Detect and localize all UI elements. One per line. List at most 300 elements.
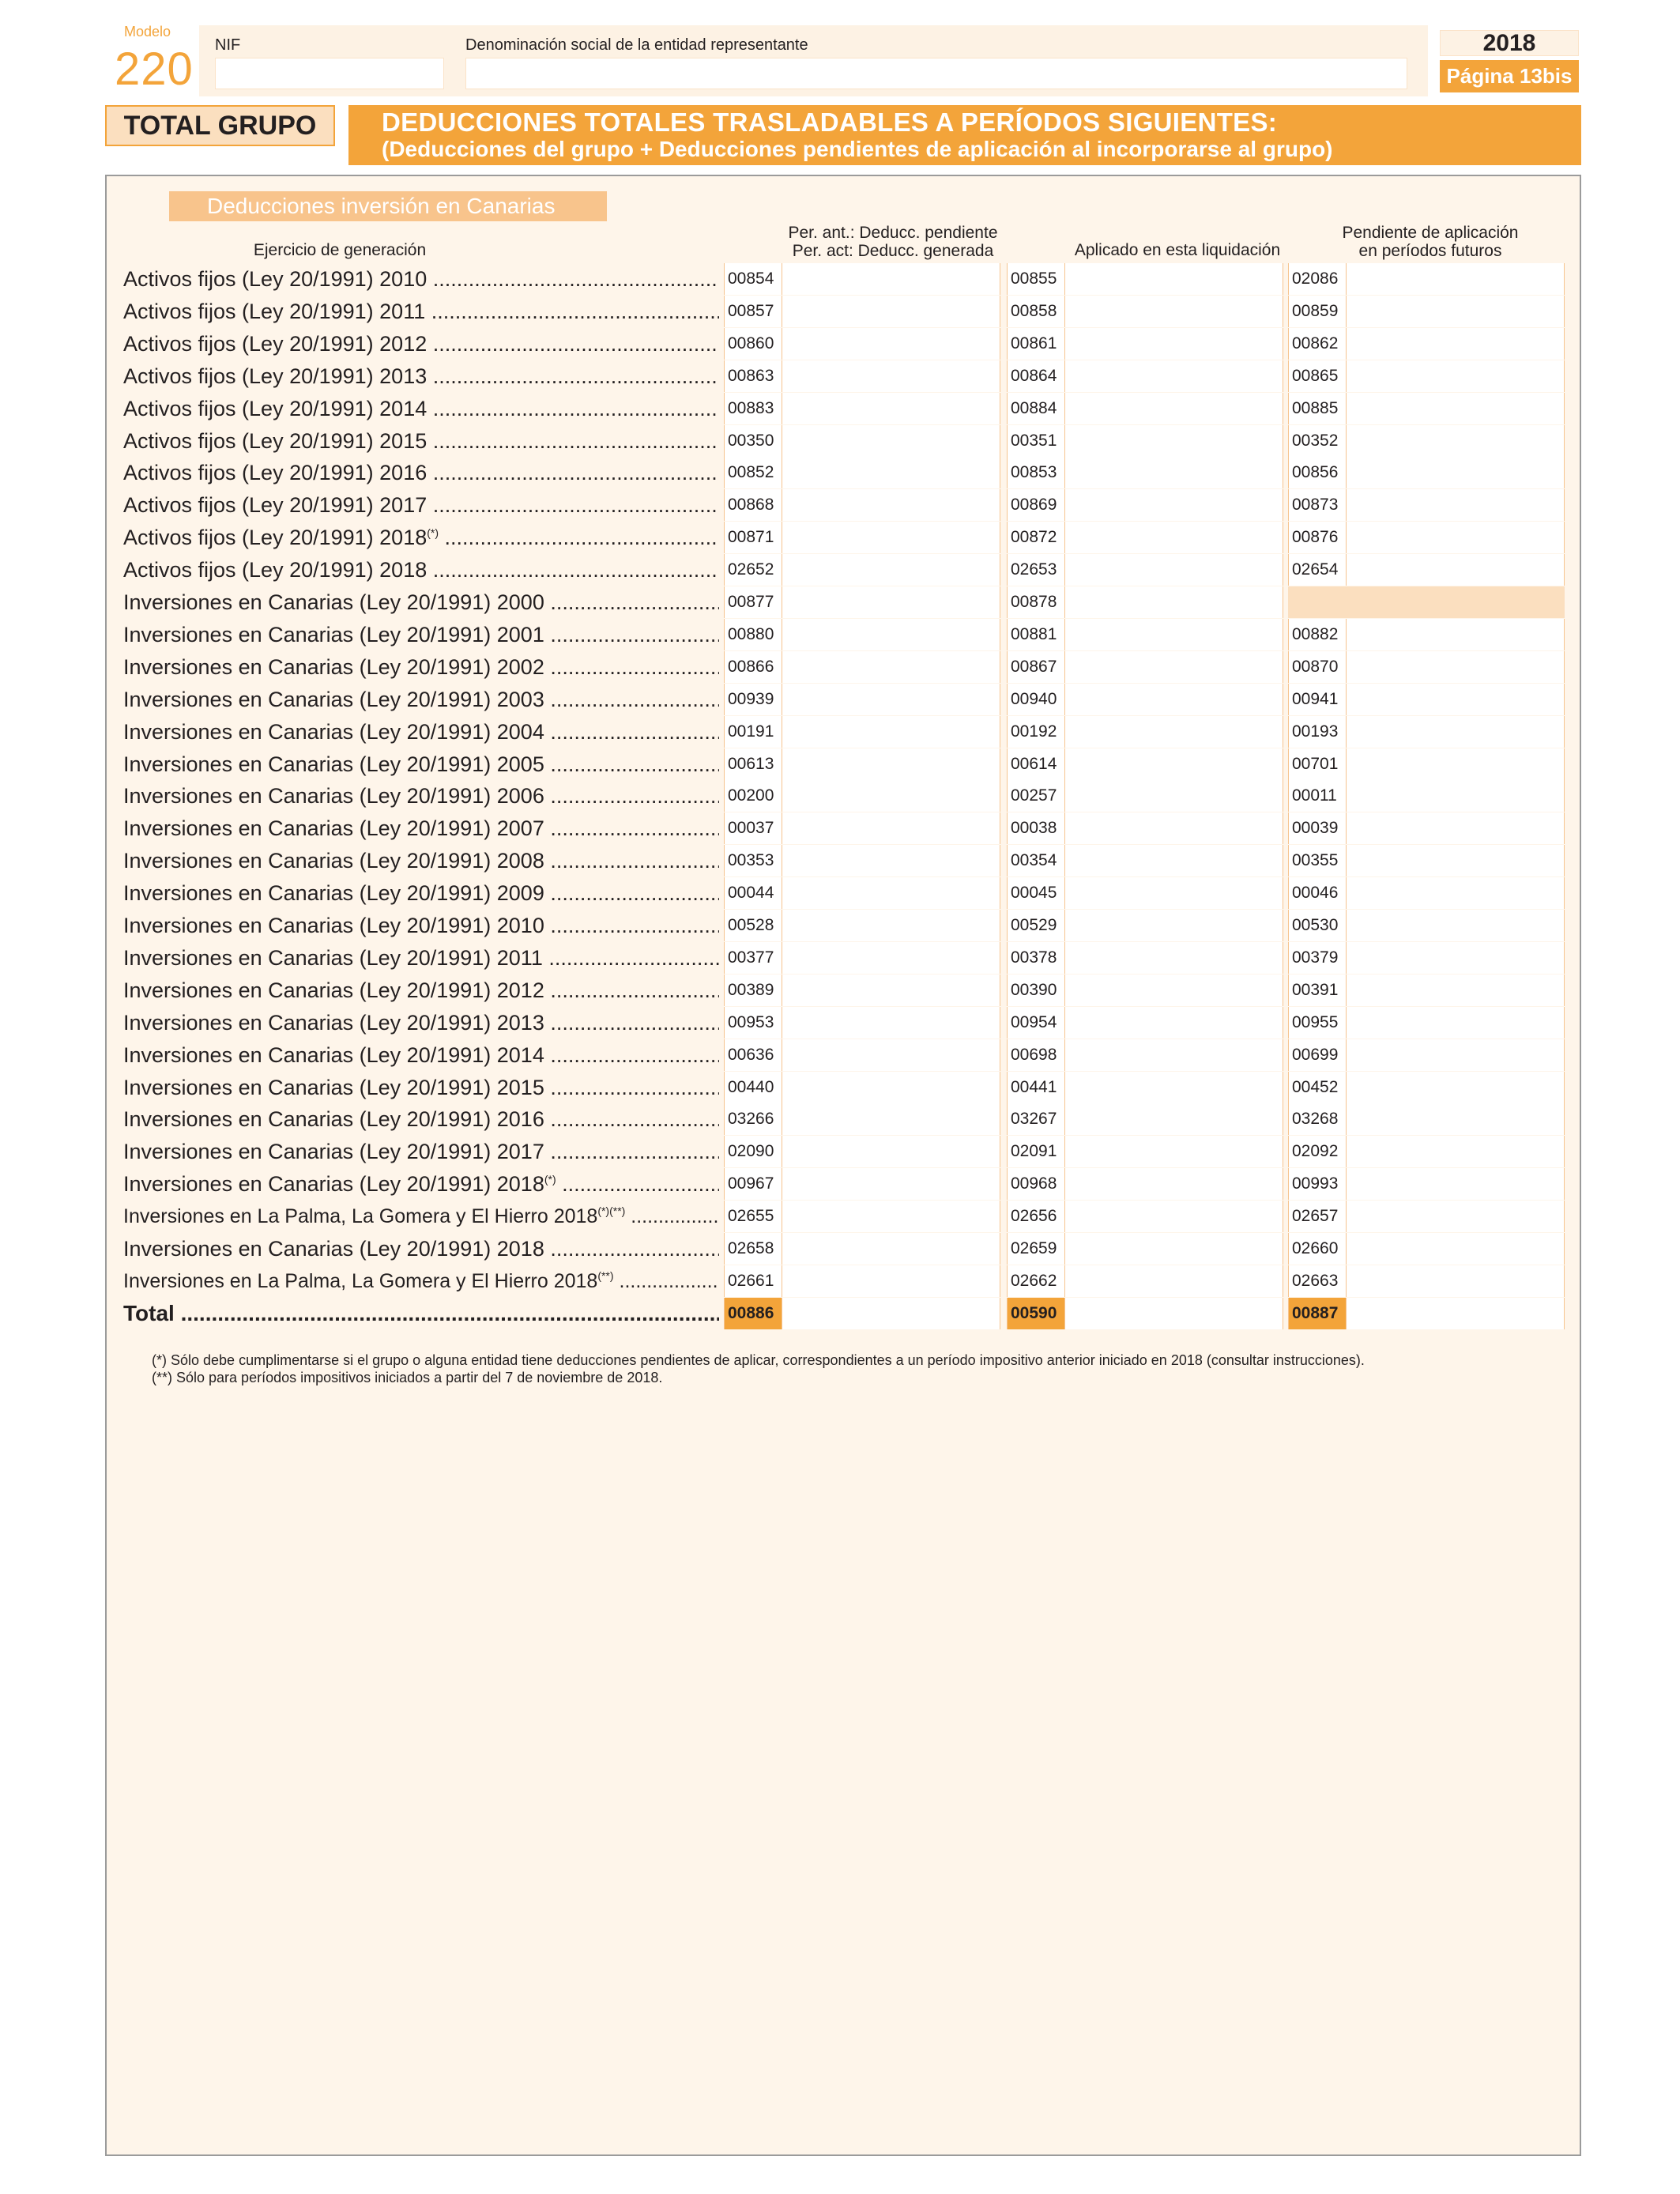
amount-input[interactable] (1347, 1168, 1565, 1200)
box-code: 00038 (1007, 812, 1065, 844)
cell-col2[interactable] (1007, 1201, 1283, 1232)
cell-col1[interactable] (724, 619, 1000, 650)
row-label-text: Inversiones en Canarias (Ley 20/1991) 2002 (123, 655, 544, 679)
amount-input[interactable] (782, 263, 1000, 295)
cell-col3[interactable] (1288, 263, 1565, 295)
box-code: 02663 (1288, 1265, 1347, 1297)
amount-input[interactable] (782, 1298, 1000, 1329)
box-code: 00868 (724, 489, 782, 521)
amount-input[interactable] (1347, 1072, 1565, 1103)
row-label (123, 1103, 719, 1135)
row-label-text: Inversiones en Canarias (Ley 20/1991) 2003 (123, 688, 544, 711)
cell-col2[interactable] (1007, 780, 1283, 812)
box-code: 00352 (1288, 425, 1347, 457)
row-label (123, 1265, 719, 1297)
cell-col3[interactable] (1288, 393, 1565, 424)
cell-col1[interactable] (724, 877, 1000, 909)
row-label (123, 263, 719, 295)
amount-input[interactable] (1347, 651, 1565, 683)
nif-field[interactable] (215, 58, 444, 89)
row-label (123, 942, 719, 974)
cell-col1[interactable] (724, 263, 1000, 295)
box-code: 00011 (1288, 780, 1347, 812)
cell-col3[interactable] (1288, 1007, 1565, 1039)
amount-input[interactable] (782, 1103, 1000, 1135)
cell-col3[interactable] (1288, 1168, 1565, 1200)
amount-input[interactable] (782, 1007, 1000, 1039)
cell-col1[interactable] (724, 328, 1000, 360)
cell-col1[interactable] (724, 425, 1000, 457)
amount-input[interactable] (1347, 328, 1565, 360)
amount-input[interactable] (1347, 780, 1565, 812)
box-code: 00885 (1288, 393, 1347, 424)
cell-col1[interactable] (724, 457, 1000, 488)
amount-input[interactable] (782, 845, 1000, 876)
cell-col2[interactable] (1007, 684, 1283, 715)
amount-input[interactable] (1065, 877, 1283, 909)
cell-col2[interactable] (1007, 942, 1283, 974)
section-title-banner (348, 105, 1581, 165)
amount-input[interactable] (1065, 748, 1283, 780)
cell-col2[interactable] (1007, 360, 1283, 392)
cell-col2[interactable] (1007, 845, 1283, 876)
amount-input[interactable] (1065, 586, 1283, 618)
amount-input[interactable] (782, 780, 1000, 812)
amount-input[interactable] (782, 296, 1000, 327)
cell-col1[interactable] (724, 780, 1000, 812)
row-label (123, 1201, 719, 1232)
amount-input[interactable] (1065, 1298, 1283, 1329)
box-code: 00869 (1007, 489, 1065, 521)
amount-input[interactable] (1065, 1201, 1283, 1232)
amount-input[interactable] (1347, 1007, 1565, 1039)
row-label-text: Activos fijos (Ley 20/1991) 2016 (123, 461, 428, 484)
box-code: 00200 (724, 780, 782, 812)
total-label (123, 1298, 719, 1329)
cell-col2[interactable] (1007, 489, 1283, 521)
box-code: 00590 (1007, 1298, 1065, 1329)
cell-col1[interactable] (724, 1233, 1000, 1265)
amount-input[interactable] (782, 1201, 1000, 1232)
amount-input[interactable] (1347, 1233, 1565, 1265)
table-row (119, 296, 1565, 327)
row-footnote-ref: (*)(**) (597, 1204, 626, 1217)
box-code: 02653 (1007, 554, 1065, 586)
row-label (123, 684, 719, 715)
cell-col1[interactable] (724, 1039, 1000, 1071)
cell-col1[interactable] (724, 748, 1000, 780)
amount-input[interactable] (782, 554, 1000, 586)
cell-col1[interactable] (724, 974, 1000, 1006)
amount-input[interactable] (782, 1233, 1000, 1265)
box-code: 00860 (724, 328, 782, 360)
cell-col3 (1288, 586, 1565, 618)
cell-col3[interactable] (1288, 1039, 1565, 1071)
amount-input[interactable] (782, 425, 1000, 457)
amount-input[interactable] (1065, 296, 1283, 327)
cell-col3[interactable] (1288, 942, 1565, 974)
cell-col3[interactable] (1288, 360, 1565, 392)
amount-input[interactable] (1065, 780, 1283, 812)
amount-input[interactable] (782, 457, 1000, 488)
cell-col1[interactable] (724, 942, 1000, 974)
amount-input[interactable] (1065, 1039, 1283, 1071)
amount-input[interactable] (1347, 1136, 1565, 1167)
amount-input[interactable] (1065, 489, 1283, 521)
box-code: 00391 (1288, 974, 1347, 1006)
row-label-text: Inversiones en Canarias (Ley 20/1991) 2006 (123, 784, 544, 808)
cell-col1[interactable] (724, 910, 1000, 941)
cell-col2[interactable] (1007, 716, 1283, 748)
amount-input[interactable] (1347, 1265, 1565, 1297)
box-code: 00954 (1007, 1007, 1065, 1039)
table-row (119, 554, 1565, 586)
cell-col1[interactable] (724, 684, 1000, 715)
amount-input[interactable] (1065, 1265, 1283, 1297)
cell-col2[interactable] (1007, 263, 1283, 295)
cell-col1[interactable] (724, 845, 1000, 876)
cell-col1[interactable] (724, 586, 1000, 618)
box-code: 00870 (1288, 651, 1347, 683)
cell-col2[interactable] (1007, 1265, 1283, 1297)
total-cell-col3[interactable] (1288, 1298, 1565, 1329)
cell-col2[interactable] (1007, 522, 1283, 553)
amount-input[interactable] (1065, 393, 1283, 424)
amount-input[interactable] (1347, 910, 1565, 941)
row-label (123, 845, 719, 876)
table-row (119, 328, 1565, 360)
amount-input[interactable] (1065, 1233, 1283, 1265)
box-code: 00955 (1288, 1007, 1347, 1039)
row-label-text: Activos fijos (Ley 20/1991) 2012 (123, 332, 428, 356)
amount-input[interactable] (1347, 812, 1565, 844)
amount-input[interactable] (782, 619, 1000, 650)
amount-input[interactable] (1347, 554, 1565, 586)
cell-col1[interactable] (724, 1201, 1000, 1232)
amount-input[interactable] (782, 1168, 1000, 1200)
amount-input[interactable] (1347, 360, 1565, 392)
cell-col2[interactable] (1007, 1136, 1283, 1167)
cell-col2[interactable] (1007, 974, 1283, 1006)
cell-col3[interactable] (1288, 748, 1565, 780)
amount-input[interactable] (1065, 1072, 1283, 1103)
row-label-text: Inversiones en Canarias (Ley 20/1991) 2011 (123, 946, 543, 970)
box-code: 00886 (724, 1298, 782, 1329)
column-header-deduccion-line2: Per. act: Deducc. generada (792, 242, 994, 260)
cell-col2[interactable] (1007, 812, 1283, 844)
box-code: 00852 (724, 457, 782, 488)
cell-col2[interactable] (1007, 877, 1283, 909)
box-code: 00355 (1288, 845, 1347, 876)
cell-col3[interactable] (1288, 522, 1565, 553)
amount-input[interactable] (1065, 974, 1283, 1006)
table-row (119, 1007, 1565, 1039)
amount-input[interactable] (1347, 522, 1565, 553)
row-label (123, 1039, 719, 1071)
amount-input[interactable] (1347, 1201, 1565, 1232)
row-label (123, 522, 719, 553)
amount-input[interactable] (782, 716, 1000, 748)
amount-input[interactable] (1065, 554, 1283, 586)
box-code: 02658 (724, 1233, 782, 1265)
cell-col3[interactable] (1288, 425, 1565, 457)
table-row (119, 877, 1565, 909)
cell-col2[interactable] (1007, 554, 1283, 586)
box-code: 00390 (1007, 974, 1065, 1006)
cell-col3[interactable] (1288, 457, 1565, 488)
amount-input[interactable] (1065, 1103, 1283, 1135)
row-label (123, 780, 719, 812)
box-code: 00953 (724, 1007, 782, 1039)
amount-input[interactable] (782, 328, 1000, 360)
amount-input[interactable] (1347, 1298, 1565, 1329)
amount-input[interactable] (1347, 684, 1565, 715)
cell-col3[interactable] (1288, 619, 1565, 650)
cell-col3[interactable] (1288, 328, 1565, 360)
row-label (123, 910, 719, 941)
box-code: 02090 (724, 1136, 782, 1167)
row-label-text: Inversiones en La Palma, La Gomera y El Hierro 2018 (123, 1205, 598, 1227)
box-code: 00378 (1007, 942, 1065, 974)
cell-col2[interactable] (1007, 296, 1283, 327)
cell-col3[interactable] (1288, 716, 1565, 748)
cell-col1[interactable] (724, 360, 1000, 392)
amount-input[interactable] (1065, 457, 1283, 488)
box-code: 00941 (1288, 684, 1347, 715)
box-code: 00880 (724, 619, 782, 650)
cell-col3[interactable] (1288, 296, 1565, 327)
amount-input[interactable] (782, 360, 1000, 392)
box-code: 02091 (1007, 1136, 1065, 1167)
amount-input[interactable] (782, 489, 1000, 521)
cell-col1[interactable] (724, 522, 1000, 553)
cell-col2[interactable] (1007, 586, 1283, 618)
box-code: 00864 (1007, 360, 1065, 392)
cell-col2[interactable] (1007, 328, 1283, 360)
amount-input[interactable] (1347, 1039, 1565, 1071)
box-code: 00045 (1007, 877, 1065, 909)
box-code: 02661 (724, 1265, 782, 1297)
denominacion-field[interactable] (465, 58, 1407, 89)
cell-col1[interactable] (724, 651, 1000, 683)
cell-col3[interactable] (1288, 684, 1565, 715)
table-row (119, 974, 1565, 1006)
row-label-text: Activos fijos (Ley 20/1991) 2011 (123, 300, 426, 323)
box-code: 00887 (1288, 1298, 1347, 1329)
table-row (119, 684, 1565, 715)
row-label-text: Inversiones en Canarias (Ley 20/1991) 2014 (123, 1043, 544, 1067)
amount-input[interactable] (1065, 1007, 1283, 1039)
footnote-1: (*) Sólo debe cumplimentarse si el grupo o alguna entidad tiene deducciones pendientes de aplicar, correspondientes a un período impositivo anterior iniciado en 2018 (consultar instrucciones). (152, 1352, 1365, 1368)
cell-col2[interactable] (1007, 910, 1283, 941)
box-code: 00701 (1288, 748, 1347, 780)
amount-input[interactable] (782, 877, 1000, 909)
row-label-text: Activos fijos (Ley 20/1991) 2018 (123, 526, 428, 549)
amount-input[interactable] (1065, 651, 1283, 683)
cell-col2[interactable] (1007, 619, 1283, 650)
row-label (123, 812, 719, 844)
cell-col1[interactable] (724, 1168, 1000, 1200)
cell-col3[interactable] (1288, 974, 1565, 1006)
amount-input[interactable] (1347, 489, 1565, 521)
cell-col3[interactable] (1288, 651, 1565, 683)
box-code: 00353 (724, 845, 782, 876)
amount-input[interactable] (782, 942, 1000, 974)
cell-col1[interactable] (724, 812, 1000, 844)
cell-col3[interactable] (1288, 489, 1565, 521)
amount-input[interactable] (782, 1265, 1000, 1297)
cell-col3[interactable] (1288, 554, 1565, 586)
cell-col2[interactable] (1007, 457, 1283, 488)
box-code: 00044 (724, 877, 782, 909)
box-code: 00865 (1288, 360, 1347, 392)
amount-input[interactable] (1347, 425, 1565, 457)
box-code: 00993 (1288, 1168, 1347, 1200)
table-row (119, 1265, 1565, 1297)
table-row (119, 522, 1565, 553)
amount-input[interactable] (782, 522, 1000, 553)
cell-col2[interactable] (1007, 393, 1283, 424)
box-code: 00193 (1288, 716, 1347, 748)
amount-input[interactable] (782, 974, 1000, 1006)
amount-input[interactable] (1347, 263, 1565, 295)
cell-col3[interactable] (1288, 1233, 1565, 1265)
amount-input[interactable] (1347, 457, 1565, 488)
cell-col2[interactable] (1007, 1168, 1283, 1200)
cell-col1[interactable] (724, 296, 1000, 327)
row-label-text: Inversiones en Canarias (Ley 20/1991) 2016 (123, 1107, 544, 1131)
cell-col1[interactable] (724, 554, 1000, 586)
cell-col3[interactable] (1288, 1265, 1565, 1297)
cell-col1[interactable] (724, 1136, 1000, 1167)
box-code: 00389 (724, 974, 782, 1006)
amount-input[interactable] (1065, 360, 1283, 392)
box-code: 00440 (724, 1072, 782, 1103)
cell-col3[interactable] (1288, 1072, 1565, 1103)
amount-input[interactable] (782, 393, 1000, 424)
amount-input[interactable] (1347, 877, 1565, 909)
cell-col1[interactable] (724, 1103, 1000, 1135)
amount-input[interactable] (782, 748, 1000, 780)
total-cell-col2[interactable] (1007, 1298, 1283, 1329)
cell-col3[interactable] (1288, 1136, 1565, 1167)
amount-input[interactable] (782, 684, 1000, 715)
cell-col3[interactable] (1288, 877, 1565, 909)
row-label (123, 489, 719, 521)
cell-col2[interactable] (1007, 425, 1283, 457)
box-code: 00530 (1288, 910, 1347, 941)
amount-input[interactable] (1065, 1168, 1283, 1200)
amount-input[interactable] (1347, 845, 1565, 876)
cell-col1[interactable] (724, 1072, 1000, 1103)
amount-input[interactable] (1347, 1103, 1565, 1135)
box-code: 00528 (724, 910, 782, 941)
amount-input[interactable] (1065, 684, 1283, 715)
amount-input[interactable] (1065, 910, 1283, 941)
amount-input[interactable] (1065, 619, 1283, 650)
cell-col2[interactable] (1007, 1233, 1283, 1265)
amount-input[interactable] (1065, 328, 1283, 360)
box-code: 00866 (724, 651, 782, 683)
amount-input[interactable] (1065, 263, 1283, 295)
panel-title: Deducciones inversión en Canarias (169, 191, 607, 221)
page-badge: Página 13bis (1440, 60, 1579, 92)
cell-col1[interactable] (724, 1265, 1000, 1297)
amount-input[interactable] (782, 586, 1000, 618)
cell-col3[interactable] (1288, 845, 1565, 876)
amount-input[interactable] (1065, 716, 1283, 748)
box-code: 02092 (1288, 1136, 1347, 1167)
cell-col3[interactable] (1288, 780, 1565, 812)
amount-input[interactable] (1065, 1136, 1283, 1167)
amount-input[interactable] (1347, 619, 1565, 650)
amount-input[interactable] (1347, 296, 1565, 327)
row-footnote-ref: (*) (427, 526, 439, 539)
box-code: 00939 (724, 684, 782, 715)
box-code: 00882 (1288, 619, 1347, 650)
amount-input[interactable] (782, 812, 1000, 844)
cell-col2[interactable] (1007, 1007, 1283, 1039)
amount-input[interactable] (782, 1136, 1000, 1167)
amount-input[interactable] (1347, 393, 1565, 424)
row-label-text: Inversiones en Canarias (Ley 20/1991) 2013 (123, 1011, 544, 1035)
column-header-deduccion (727, 224, 1059, 260)
total-cell-col1[interactable] (724, 1298, 1000, 1329)
cell-col1[interactable] (724, 716, 1000, 748)
row-label-text: Inversiones en Canarias (Ley 20/1991) 2000 (123, 590, 544, 614)
cell-col3[interactable] (1288, 910, 1565, 941)
row-label-text: Inversiones en La Palma, La Gomera y El Hierro 2018 (123, 1270, 598, 1292)
cell-col3[interactable] (1288, 1201, 1565, 1232)
amount-input[interactable] (1347, 942, 1565, 974)
box-code: 00858 (1007, 296, 1065, 327)
amount-input[interactable] (1065, 845, 1283, 876)
amount-input[interactable] (782, 651, 1000, 683)
amount-input[interactable] (1347, 974, 1565, 1006)
cell-col1[interactable] (724, 393, 1000, 424)
cell-col3[interactable] (1288, 1103, 1565, 1135)
cell-col2[interactable] (1007, 748, 1283, 780)
amount-input[interactable] (1065, 812, 1283, 844)
cell-col1[interactable] (724, 1007, 1000, 1039)
cell-col2[interactable] (1007, 651, 1283, 683)
amount-input[interactable] (1065, 942, 1283, 974)
amount-input[interactable] (1347, 748, 1565, 780)
cell-col1[interactable] (724, 489, 1000, 521)
amount-input[interactable] (782, 1039, 1000, 1071)
row-label (123, 457, 719, 488)
row-label-text: Inversiones en Canarias (Ley 20/1991) 2007 (123, 816, 544, 840)
row-label-text: Inversiones en Canarias (Ley 20/1991) 2012 (123, 978, 544, 1002)
amount-input[interactable] (782, 1072, 1000, 1103)
cell-col2[interactable] (1007, 1072, 1283, 1103)
amount-input[interactable] (1347, 716, 1565, 748)
row-label (123, 974, 719, 1006)
table-row (119, 1103, 1565, 1135)
box-code: 00037 (724, 812, 782, 844)
cell-col3[interactable] (1288, 812, 1565, 844)
cell-col2[interactable] (1007, 1039, 1283, 1071)
amount-input[interactable] (782, 910, 1000, 941)
cell-col2[interactable] (1007, 1103, 1283, 1135)
amount-input[interactable] (1065, 425, 1283, 457)
row-label-text: Inversiones en Canarias (Ley 20/1991) 2004 (123, 720, 544, 744)
table-row (119, 619, 1565, 650)
amount-input[interactable] (1065, 522, 1283, 553)
row-footnote-ref: (*) (544, 1173, 556, 1186)
row-label (123, 1233, 719, 1265)
box-code: 00452 (1288, 1072, 1347, 1103)
